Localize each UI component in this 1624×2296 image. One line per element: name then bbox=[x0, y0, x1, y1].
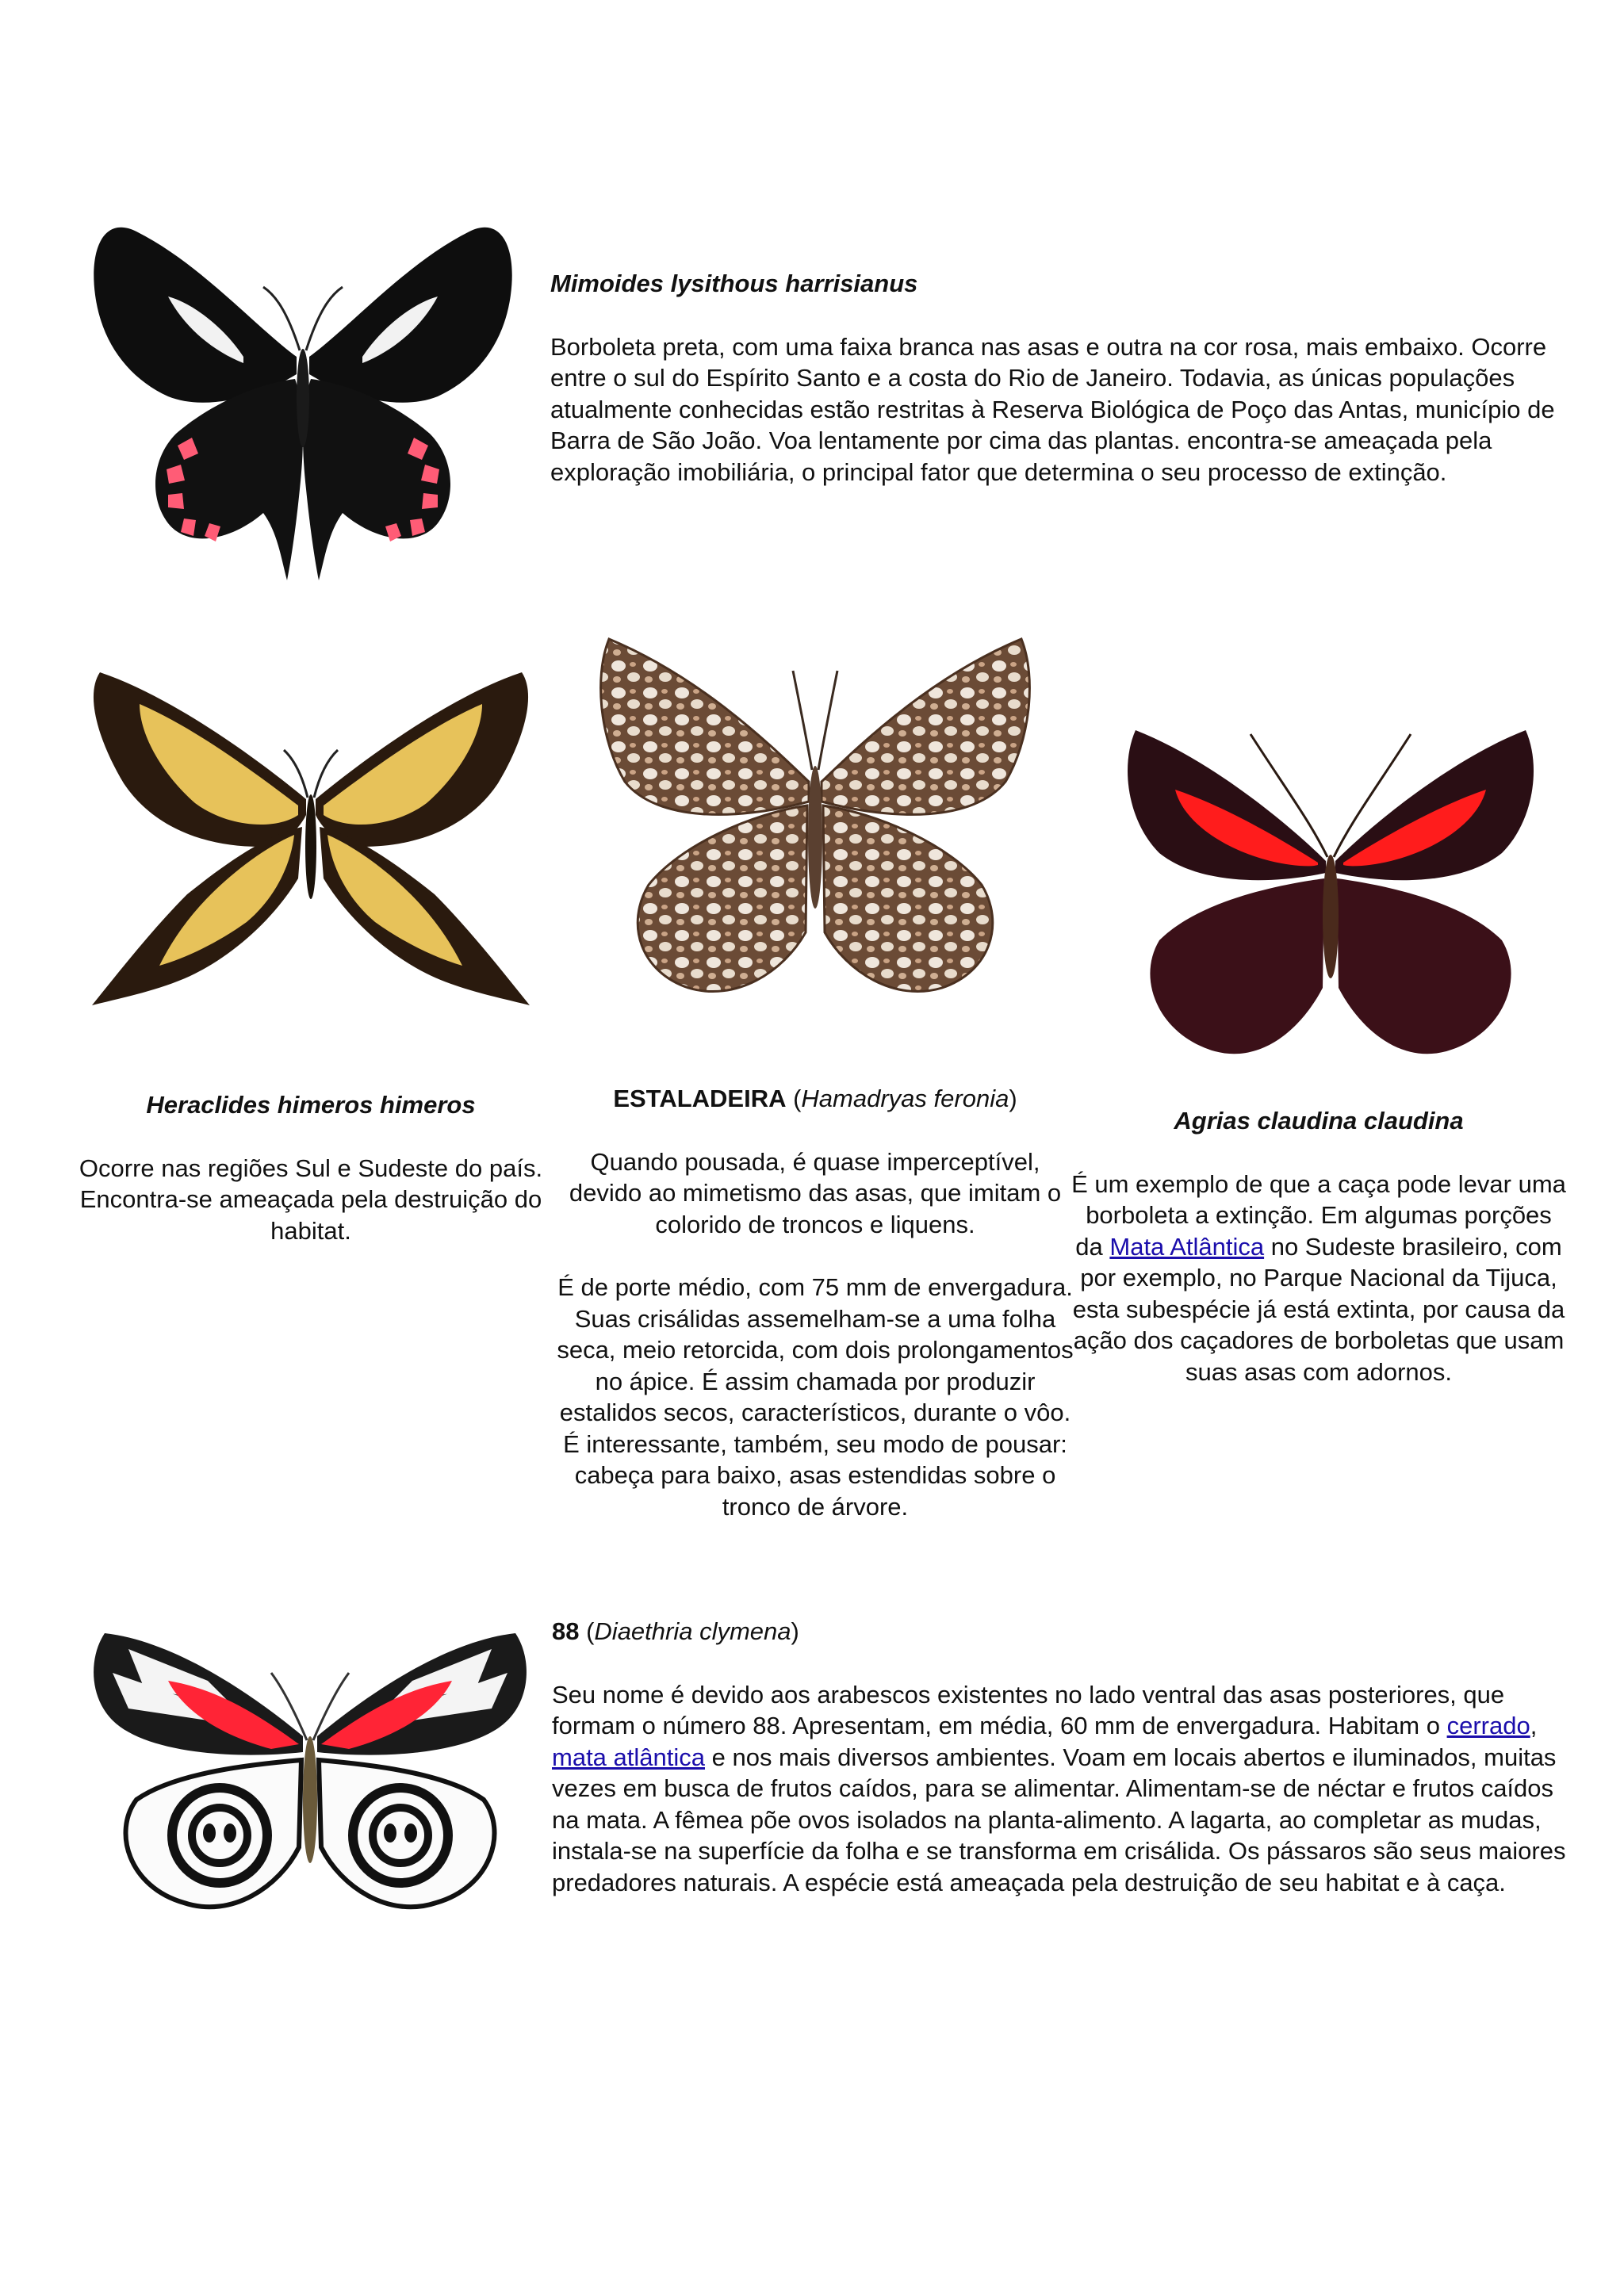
agrias-text-block bbox=[1071, 1105, 1567, 1387]
diaethria-common-name: 88 bbox=[552, 1617, 580, 1645]
agrias-description bbox=[1071, 1169, 1567, 1388]
heraclides-species-name: Heraclides himeros himeros bbox=[146, 1091, 476, 1119]
agrias-body bbox=[1323, 855, 1339, 978]
estaladeira-common-name: ESTALADEIRA bbox=[613, 1085, 787, 1112]
agrias-right-wings bbox=[1335, 730, 1534, 1054]
diaethria-text-1: Seu nome é devido aos arabescos existentes no lado ventral das asas posteriores, que formam o número 88. Apresentam, em média, 60 mm de envergadura. Habitam o bbox=[552, 1680, 1505, 1739]
diaethria-body bbox=[303, 1736, 317, 1863]
estaladeira-paragraph-1: Quando pousada, é quase imperceptível, devido ao mimetismo das asas, que imitam o colorido de troncos e liquens. bbox=[569, 1147, 1062, 1238]
estaladeira-open-paren: ( bbox=[786, 1085, 802, 1112]
estaladeira-paragraph-2: É de porte médio, com 75 mm de envergadura. Suas crisálidas assemelham-se a uma folha seca, meio retorcida, com dois prolongamentos no ápice. É assim chamada por produzir estalidos secos, característicos, durante o vôo. É interessante, também, seu modo de pousar: cabeça para baixo, asas estendidas sobre o tronco de árvore. bbox=[557, 1273, 1074, 1521]
cerrado-link[interactable]: cerrado bbox=[1446, 1712, 1530, 1739]
estaladeira-left-wings bbox=[601, 639, 809, 992]
mimoides-body bbox=[297, 349, 309, 447]
agrias-left-wings bbox=[1128, 730, 1326, 1054]
diaethria-description bbox=[552, 1679, 1575, 1899]
mimoides-butterfly-image bbox=[73, 208, 533, 592]
mata-atlantica-link[interactable]: Mata Atlântica bbox=[1109, 1232, 1265, 1261]
estaladeira-butterfly-image bbox=[577, 631, 1053, 1002]
agrias-text-after-link: no Sudeste brasileiro, com por exemplo, no Parque Nacional da Tijuca, esta subespécie já está extinta, por causa da ação dos caçadores de borboletas que usam suas asas com adornos. bbox=[1072, 1232, 1565, 1386]
diaethria-open-paren: ( bbox=[579, 1617, 595, 1645]
heraclides-description: Ocorre nas regiões Sul e Sudeste do país. Encontra-se ameaçada pela destruição do habitat. bbox=[79, 1154, 543, 1245]
estaladeira-heading bbox=[555, 1083, 1075, 1115]
diaethria-heading bbox=[552, 1616, 1575, 1647]
heraclides-text-block bbox=[76, 1089, 546, 1246]
diaethria-text-2: e nos mais diversos ambientes. Voam em locais abertos e iluminados, muitas vezes em busca de frutos caídos, para se alimentar. Alimentam-se de néctar e frutos caídos na mata. A fêmea põe ovos isolados na planta-alimento. A lagarta, ao completar as mudas, instala-se na superfície da folha e se transforma em crisálida. Os pássaros são seus maiores predadores naturais. A espécie está ameaçada pela destruição de seu habitat e à caça. bbox=[552, 1743, 1566, 1896]
estaladeira-antennae bbox=[793, 671, 837, 770]
diaethria-butterfly-image bbox=[81, 1625, 539, 1922]
mimoides-text-block bbox=[550, 268, 1573, 488]
heraclides-left-wings bbox=[92, 672, 306, 1005]
diaethria-close-paren: ) bbox=[791, 1617, 799, 1645]
heraclides-right-wings bbox=[316, 672, 530, 1005]
mimoides-description: Borboleta preta, com uma faixa branca nas asas e outra na cor rosa, mais embaixo. Ocorre entre o sul do Espírito Santo e a costa do Rio de Janeiro. Todavia, as únicas populações atualmente conhecidas estão restritas à Reserva Biológica de Poço das Antas, município de Barra de São João. Voa lentamente por cima das plantas. encontra-se ameaçada pela exploração imobiliária, o principal fator que determina o seu processo de extinção. bbox=[550, 332, 1555, 486]
estaladeira-body bbox=[808, 766, 822, 909]
agrias-text-before-link: É um exemplo de que a caça pode levar uma borboleta a extinção. Em algumas porções da bbox=[1071, 1169, 1566, 1261]
estaladeira-right-wings bbox=[822, 639, 1029, 992]
estaladeira-text-block bbox=[555, 1083, 1075, 1522]
mata-atlantica-link-2[interactable]: mata atlântica bbox=[552, 1743, 705, 1771]
estaladeira-scientific-name: Hamadryas feronia bbox=[801, 1085, 1009, 1112]
heraclides-butterfly-image bbox=[76, 664, 546, 1045]
diaethria-scientific-name: Diaethria clymena bbox=[594, 1617, 791, 1645]
estaladeira-close-paren: ) bbox=[1009, 1085, 1017, 1112]
diaethria-text-block bbox=[552, 1616, 1575, 1898]
agrias-butterfly-image bbox=[1112, 710, 1549, 1064]
mimoides-species-name: Mimoides lysithous harrisianus bbox=[550, 270, 918, 297]
heraclides-body bbox=[305, 794, 316, 899]
mimoides-right-wings bbox=[303, 228, 512, 580]
diaethria-separator: , bbox=[1530, 1712, 1538, 1739]
mimoides-left-wings bbox=[94, 228, 303, 580]
agrias-species-name: Agrias claudina claudina bbox=[1174, 1107, 1464, 1135]
